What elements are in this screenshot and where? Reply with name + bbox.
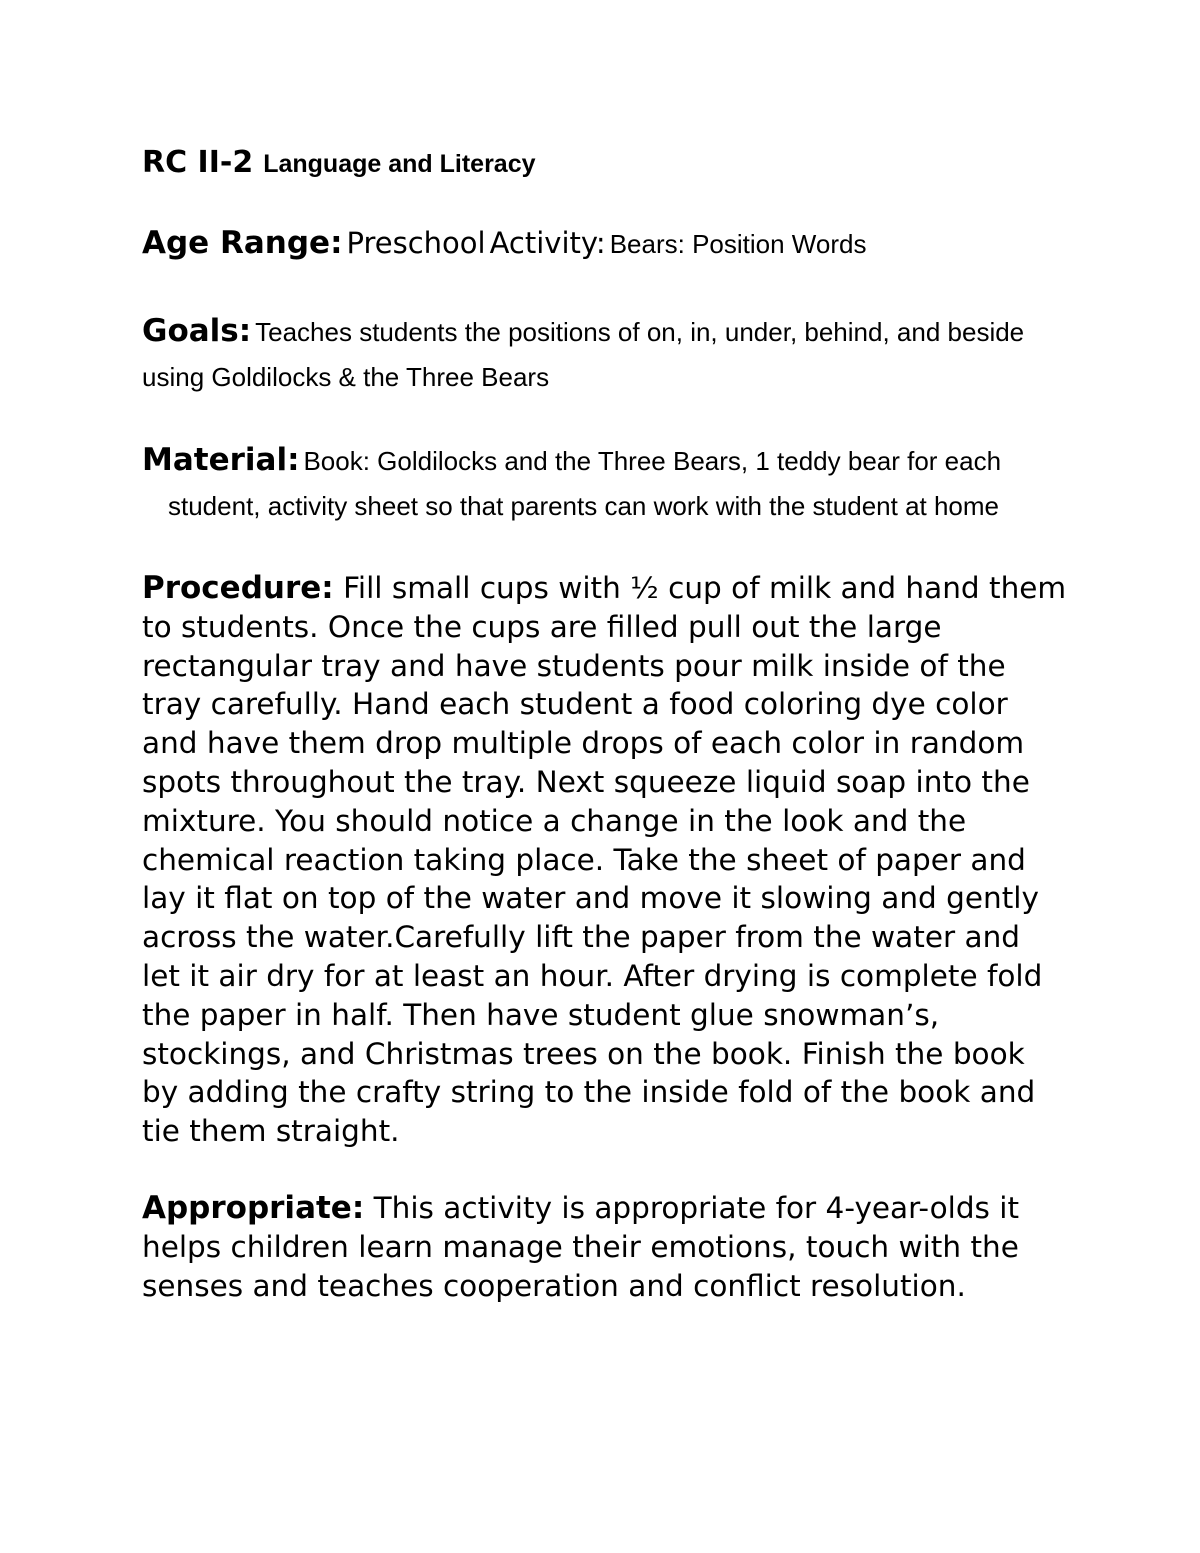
goals-text: Teaches students the positions of on, in, under, behind, and beside using Goldilocks & the Three Bears: [142, 317, 1025, 392]
material-text: Book: Goldilocks and the Three Bears, 1 teddy bear for each student, activity sheet so that parents can work with the student at home: [168, 446, 1002, 521]
age-range-section: [142, 223, 1072, 269]
appropriate-section: [142, 1189, 1067, 1305]
document-title: [142, 138, 1072, 193]
goals-section: [142, 311, 1042, 402]
age-range-value: Preschool: [346, 226, 486, 260]
procedure-section: [142, 569, 1067, 1151]
document-page: [142, 138, 1072, 1305]
activity-value: Bears: Position Words: [609, 229, 867, 259]
material-label: Material:: [142, 442, 300, 478]
age-range-label: Age Range:: [142, 225, 343, 261]
course-code: RC II-2: [142, 145, 254, 180]
procedure-text: Fill small cups with ½ cup of milk and hand them to students. Once the cups are filled pull out the large rectangular tray and have students pour milk inside of the tray carefully. Hand each student a food coloring dye color and have them drop multiple drops of each color in random spots throughout the tray. Next squeeze liquid soap into the mixture. You should notice a change in the look and the chemical reaction taking place. Take the sheet of paper and lay it flat on top of the water and move it slowing and gently across the water.Carefully lift the paper from the water and let it air dry for at least an hour. After drying is complete fold the paper in half. Then have student glue snowman’s, stockings, and Christmas trees on the book. Finish the book by adding the crafty string to the inside fold of the book and tie them straight.: [142, 571, 1067, 1149]
activity-label: Activity:: [489, 226, 606, 260]
material-section: [142, 440, 1098, 531]
procedure-label: Procedure:: [142, 570, 334, 606]
course-subject: Language and Literacy: [263, 150, 536, 178]
appropriate-text: This activity is appropriate for 4-year-olds it helps children learn manage their emotions, touch with the senses and teaches cooperation and conflict resolution.: [142, 1190, 1020, 1303]
appropriate-label: Appropriate:: [142, 1189, 365, 1226]
goals-label: Goals:: [142, 313, 252, 349]
